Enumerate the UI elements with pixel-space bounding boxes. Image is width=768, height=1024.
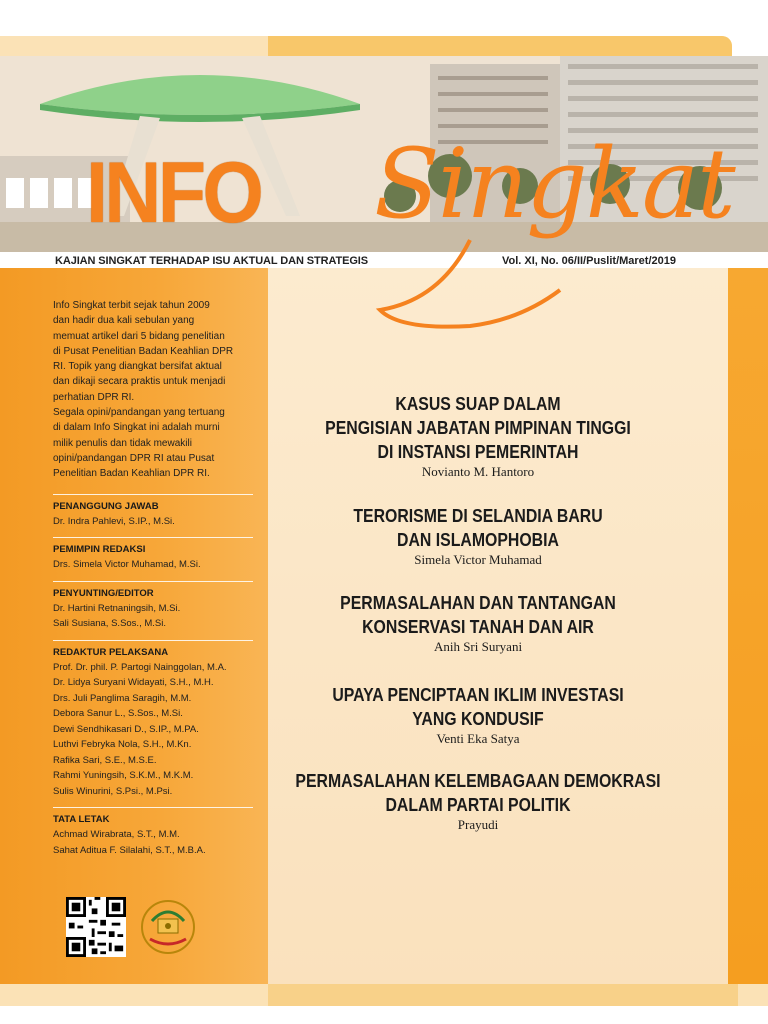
- dpr-emblem-icon: [138, 897, 198, 957]
- article-item[interactable]: [268, 769, 688, 833]
- brand-script: Singkat: [374, 128, 734, 240]
- article-title: [293, 769, 663, 817]
- intro-line: di Pusat Penelitian Badan Keahlian DPR: [53, 345, 234, 357]
- article-title-line: DAN ISLAMOPHOBIA: [397, 530, 559, 550]
- section-heading: REDAKTUR PELAKSANA: [53, 646, 169, 658]
- section-pemimpin-redaksi: [53, 537, 253, 573]
- article-author: Anih Sri Suryani: [433, 639, 523, 654]
- bottom-band: [0, 984, 768, 1006]
- section-heading: PEMIMPIN REDAKSI: [53, 544, 146, 556]
- intro-line: di dalam Info Singkat ini adalah murni: [53, 422, 220, 434]
- article-author: Simela Victor Muhamad: [414, 552, 542, 567]
- sidebar: [0, 268, 268, 984]
- article-author: Prayudi: [457, 817, 499, 832]
- top-band-accent: [268, 36, 732, 56]
- staff-name: Sahat Aditua F. Silalahi, S.T., M.B.A.: [53, 844, 206, 856]
- sidebar-content: [53, 298, 253, 858]
- intro-line: perhatian DPR RI.: [53, 391, 135, 403]
- article-title-line: DALAM PARTAI POLITIK: [385, 795, 571, 815]
- staff-name: Luthvi Febryka Nola, S.H., M.Kn.: [53, 739, 192, 751]
- staff-name: Sulis Winurini, S.Psi., M.Psi.: [53, 785, 173, 797]
- article-item[interactable]: [268, 504, 688, 568]
- section-heading: PENYUNTING/EDITOR: [53, 587, 154, 599]
- section-tata-letak: [53, 807, 253, 858]
- staff-name: Dewi Sendhikasari D., S.IP., M.PA.: [53, 723, 199, 735]
- staff-name: Dr. Hartini Retnaningsih, M.Si.: [53, 602, 181, 614]
- masthead: [0, 56, 768, 252]
- staff-name: Prof. Dr. phil. P. Partogi Nainggolan, M.A.: [53, 661, 227, 673]
- article-item[interactable]: [268, 683, 688, 747]
- top-band: [0, 36, 732, 56]
- right-accent-bar: [728, 268, 768, 984]
- intro-line: memuat artikel dari 5 bidang penelitian: [53, 330, 225, 342]
- intro-line: Penelitian Badan Keahlian DPR RI.: [53, 468, 210, 480]
- article-item[interactable]: [268, 591, 688, 655]
- article-author: Novianto M. Hantoro: [421, 464, 535, 479]
- article-title-line: PERMASALAHAN DAN TANTANGAN: [340, 593, 616, 613]
- staff-name: Rafika Sari, S.E., M.S.E.: [53, 754, 157, 766]
- article-title-line: YANG KONDUSIF: [412, 709, 544, 729]
- intro-text: [53, 298, 253, 482]
- article-title-line: DI INSTANSI PEMERINTAH: [377, 442, 579, 462]
- section-heading: TATA LETAK: [53, 814, 110, 826]
- section-penanggung-jawab: [53, 494, 253, 530]
- article-title: [293, 392, 663, 464]
- article-title-line: KASUS SUAP DALAM: [395, 394, 561, 414]
- brand-wordmark: [86, 144, 275, 243]
- article-title: [293, 504, 663, 552]
- staff-name: Drs. Simela Victor Muhamad, M.Si.: [53, 559, 201, 571]
- staff-name: Dr. Indra Pahlevi, S.IP., M.Si.: [53, 515, 175, 527]
- intro-line: dan dikaji secara praktis untuk menjadi: [53, 376, 226, 388]
- staff-name: Achmad Wirabrata, S.T., M.M.: [53, 829, 180, 841]
- intro-line: RI. Topik yang diangkat bersifat aktual: [53, 361, 222, 373]
- bottom-band-accent: [268, 984, 738, 1006]
- volume-info: Vol. XI, No. 06/II/Puslit/Maret/2019: [501, 255, 676, 267]
- intro-line: Segala opini/pandangan yang tertuang: [53, 407, 225, 419]
- footer-badges: [66, 897, 206, 957]
- article-title: [293, 683, 663, 731]
- article-title-line: UPAYA PENCIPTAAN IKLIM INVESTASI: [332, 685, 624, 705]
- intro-line: dan hadir dua kali sebulan yang: [53, 315, 195, 327]
- staff-name: Dr. Lidya Suryani Widayati, S.H., M.H.: [53, 677, 214, 689]
- intro-line: milik penulis dan tidak mewakili: [53, 437, 192, 449]
- staff-name: Rahmi Yuningsih, S.K.M., M.K.M.: [53, 770, 194, 782]
- tagline: KAJIAN SINGKAT TERHADAP ISU AKTUAL DAN STRATEGIS: [55, 255, 368, 267]
- staff-name: Sali Susiana, S.Sos., M.Si.: [53, 618, 166, 630]
- section-redaktur-pelaksana: [53, 640, 253, 800]
- intro-line: Info Singkat terbit sejak tahun 2009: [53, 300, 210, 311]
- article-title-line: TERORISME DI SELANDIA BARU: [353, 506, 603, 526]
- article-title-line: PENGISIAN JABATAN PIMPINAN TINGGI: [325, 418, 631, 438]
- qr-code-icon[interactable]: [66, 897, 126, 957]
- article-title-line: PERMASALAHAN KELEMBAGAAN DEMOKRASI: [295, 771, 661, 791]
- staff-name: Debora Sanur L., S.Sos., M.Si.: [53, 708, 183, 720]
- section-heading: PENANGGUNG JAWAB: [53, 500, 159, 512]
- staff-name: Drs. Juli Panglima Saragih, M.M.: [53, 692, 192, 704]
- intro-line: opini/pandangan DPR RI atau Pusat: [53, 452, 215, 464]
- section-penyunting: [53, 581, 253, 632]
- brand-info: INFO: [86, 145, 261, 241]
- article-item[interactable]: [268, 392, 688, 480]
- article-title-line: KONSERVASI TANAH DAN AIR: [362, 617, 594, 637]
- article-title: [293, 591, 663, 639]
- article-author: Venti Eka Satya: [436, 731, 520, 746]
